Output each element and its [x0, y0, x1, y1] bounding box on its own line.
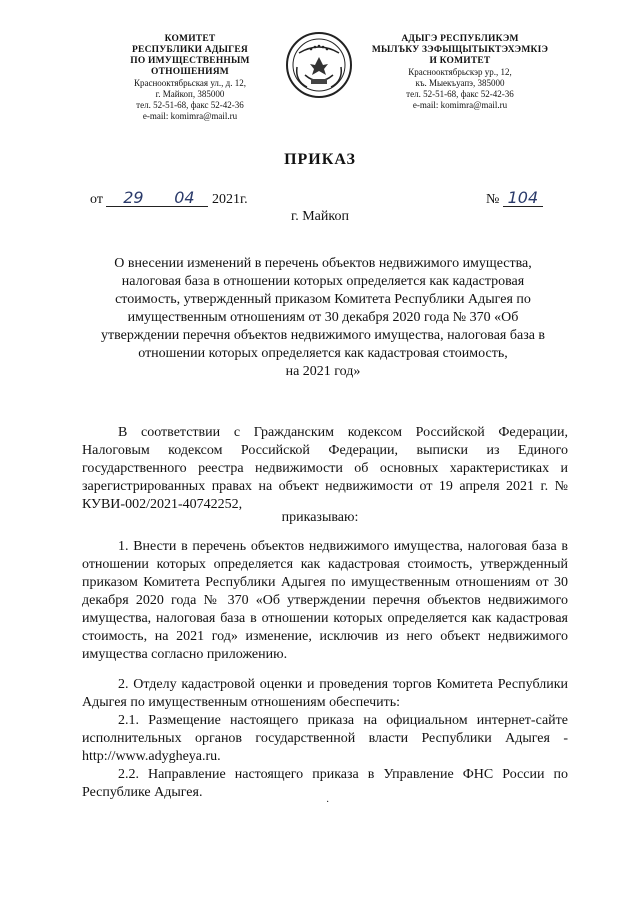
org-name-line1: КОМИТЕТ — [164, 34, 216, 44]
order-number — [486, 190, 543, 208]
org-name-line3: ПО ИМУЩЕСТВЕННЫМ ОТНОШЕНИЯМ — [130, 56, 250, 77]
number-prefix: № — [486, 192, 500, 207]
item-1-paragraph: 1. Внести в перечень объектов недвижимого имущества, налоговая база в отношении которых определяется как кадастровая стоимость, утвержденный приказом Комитета Республики Адыгея по имущественным отношениям от 30 декабря 2020 года № 370 «Об утверждении перечня объектов недвижимого имущества, налоговая база в отношении которых определяется как кадастровая стоимость, на 2021 год» изменение, исключив из него объект недвижимого имущества согласно приложению. — [82, 539, 568, 662]
org-email-adyghe: e-mail: komimra@mail.ru — [412, 100, 508, 110]
org-address-adyghe: Краснооктябрьскэр ур., 12, — [408, 67, 512, 77]
org-name-line2: РЕСПУБЛИКИ АДЫГЕЯ — [132, 45, 248, 55]
org-address: Краснооктябрьская ул., д. 12, — [134, 78, 246, 88]
number-value: 104 — [503, 190, 543, 207]
issue-city: г. Майкоп — [291, 209, 349, 224]
subject-line: О внесении изменений в перечень объектов недвижимого имущества, — [114, 256, 532, 271]
org-phone-adyghe: тел. 52-51-68, факс 52-42-36 — [406, 89, 514, 99]
subject-line: имущественным отношениям от 30 декабря 2020 года № 370 «Об — [127, 310, 519, 325]
subject-line: стоимость, утвержденный приказом Комитета Республики Адыгея по — [115, 292, 531, 307]
org-city: г. Майкоп, 385000 — [155, 89, 225, 99]
page-mark: · — [326, 797, 330, 808]
org-email: e-mail: komimra@mail.ru — [142, 111, 238, 121]
org-name-adyghe-line2: МЫЛЪКУ ЗЭФЫЩЫТЫКТЭХЭМКІЭ — [371, 45, 549, 55]
order-subject — [78, 255, 568, 381]
item-2-1-paragraph: 2.1. Размещение настоящего приказа на официальном интернет-сайте исполнительных органов государственной власти Республики Адыгея - http://www.adygheya.ru. — [82, 713, 568, 764]
subject-line: налоговая база в отношении которых определяется как кадастровая — [121, 274, 525, 289]
org-city-adyghe: къ. Мыекъуапэ, 385000 — [415, 78, 505, 88]
document-title: ПРИКАЗ — [284, 151, 356, 168]
org-name-adyghe-line3: И КОМИТЕТ — [429, 56, 491, 66]
org-phone: тел. 52-51-68, факс 52-42-36 — [136, 100, 244, 110]
subject-line: утверждении перечня объектов недвижимого имущества, налоговая база в — [100, 328, 546, 343]
date-day: 29 — [106, 190, 160, 207]
date-prefix: от — [90, 192, 103, 207]
order-date — [90, 190, 248, 208]
subject-line: отношении которых определяется как кадастровая стоимость, — [138, 346, 508, 361]
date-month: 04 — [160, 190, 208, 207]
header-right-block — [360, 34, 560, 111]
item-2-2-paragraph: 2.2. Направление настоящего приказа в Управление ФНС России по Республике Адыгея. — [82, 767, 568, 800]
coat-of-arms-icon — [285, 31, 353, 99]
subject-line: на 2021 год» — [285, 364, 361, 379]
item-2-paragraph: 2. Отделу кадастровой оценки и проведения торгов Комитета Республики Адыгея по имущественным отношениям обеспечить: — [82, 677, 568, 710]
date-year: 2021г. — [211, 192, 248, 207]
org-name-adyghe-line1: АДЫГЭ РЕСПУБЛИКЭМ — [401, 34, 519, 44]
order-word: приказываю: — [281, 510, 359, 525]
basis-paragraph: В соответствии с Гражданским кодексом Российской Федерации, Налоговым кодексом Российской Федерации, выписки из Единого государственного реестра недвижимости об основных характеристиках и зарегистрированных правах на объект недвижимости от 19 апреля 2021 г. № КУВИ-002/2021-40742252, — [82, 425, 568, 512]
header-left-block — [92, 34, 288, 122]
